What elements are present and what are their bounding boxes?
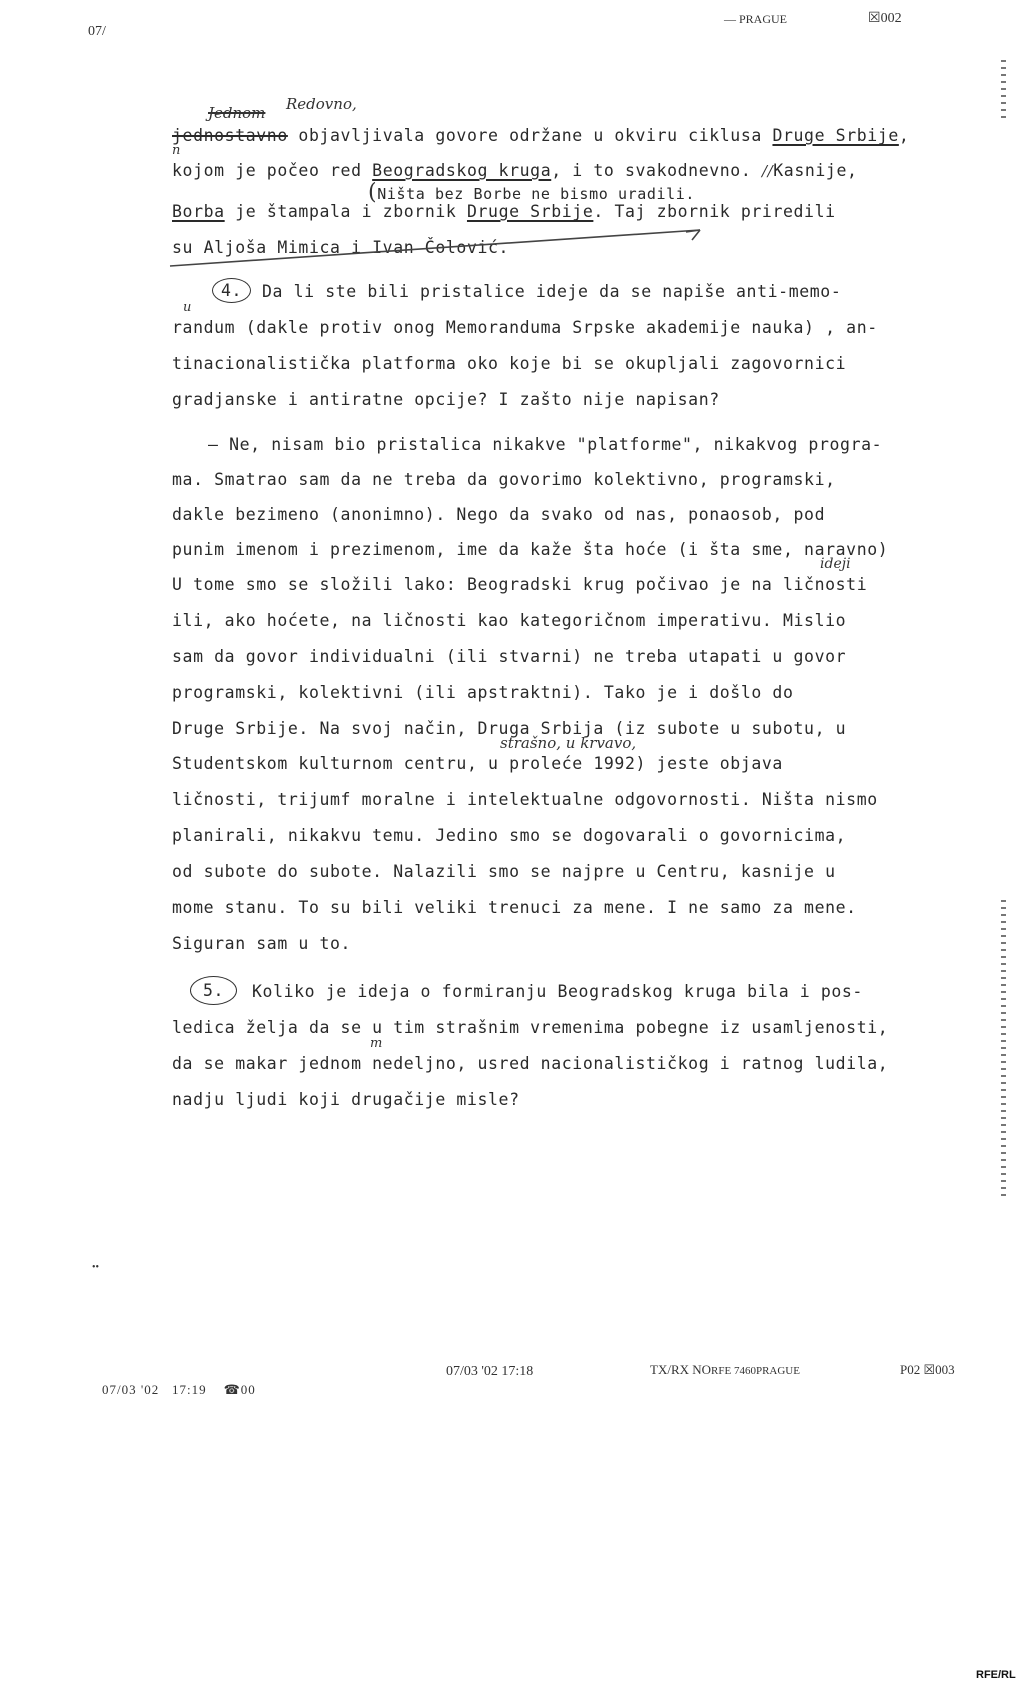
question-5-line-2: ledica želja da se u tim strašnim vremenima pobegne iz usamljenosti, [172, 1018, 889, 1037]
question-5-line-3: da se makar jednom nedeljno, usred nacionalističkog i ratnog ludila, [172, 1054, 889, 1073]
header-page-right: ☒002 [868, 11, 902, 26]
answer-4-line-15: Siguran sam u to. [172, 934, 352, 953]
answer-4-line-5: U tome smo se složili lako: Beogradski krug počivao je na ličnosti [172, 575, 868, 594]
handwritten-insert-m: m [370, 1036, 383, 1051]
footer-left-stamp: 07/03 '02 17:19 ☎00 [102, 1382, 256, 1397]
stray-mark: •• [92, 1262, 100, 1273]
answer-4-line-7: sam da govor individualni (ili stvarni) ne treba utapati u govor [172, 647, 847, 666]
handwritten-insert-line: (Ništa bez Borbe ne bismo uradili. [368, 180, 696, 205]
handwritten-arrow-stroke [160, 224, 720, 284]
phone-icon: ☎ [223, 1382, 241, 1397]
question-4-line-3: tinacionalistička platforma oko koje bi se okupljali zagovornici [172, 354, 847, 373]
answer-4-line-10: Studentskom kulturnom centru, u proleće 1992) jeste objava [172, 754, 783, 773]
question-4-line-2: randum (dakle protiv onog Memoranduma Srpske akademije nauka) , an- [172, 318, 878, 337]
answer-4-line-14: mome stanu. To su bili veliki trenuci za mene. I ne samo za mene. [172, 898, 857, 917]
question-4-number: 4. [212, 278, 251, 303]
fax-box-icon: ☒ [868, 11, 881, 26]
footer-txrx-stamp: TX/RX NORFE 7460PRAGUE [650, 1362, 800, 1377]
answer-4-line-1: — Ne, nisam bio pristalica nikakve "platforme", nikakvog progra- [208, 435, 883, 454]
footer-page-stamp: P02 ☒003 [900, 1362, 955, 1377]
answer-4-line-2: ma. Smatrao sam da ne treba da govorimo kolektivno, programski, [172, 470, 836, 489]
answer-4-line-6: ili, ako hoćete, na ličnosti kao kategoričnom imperativu. Mislio [172, 611, 847, 630]
paragraph-1-line-2: kojom je počeo red Beogradskog kruga, i to svakodnevno. //Kasnije, [172, 161, 858, 180]
header-page-left: 07/ [88, 24, 106, 39]
footer-center-stamp: 07/03 '02 17:18 [446, 1364, 534, 1379]
answer-4-line-9: Druge Srbije. Na svoj način, Druga Srbija (iz subote u subotu, u [172, 719, 847, 738]
scan-edge-mark [1001, 900, 1006, 1200]
answer-4-line-8: programski, kolektivni (ili apstraktni). Tako je i došlo do [172, 683, 794, 702]
corner-logo: RFE/RL [976, 1669, 1016, 1681]
handwritten-correction: Redovno, [286, 95, 357, 113]
answer-4-line-11: ličnosti, trijumf moralne i intelektualne odgovornosti. Ništa nismo [172, 790, 878, 809]
answer-4-line-12: planirali, nikakvu temu. Jedino smo se dogovarali o govornicima, [172, 826, 847, 845]
handwritten-insert-u: u [183, 300, 192, 315]
question-4-line-4: gradjanske i antiratne opcije? I zašto nije napisan? [172, 390, 720, 409]
question-5-number: 5. [190, 976, 237, 1005]
paragraph-1-line-3: Borba je štampala i zbornik Druge Srbije. Taj zbornik priredili [172, 202, 836, 221]
question-4-line-1: Da li ste bili pristalice ideje da se napiše anti-memo- [262, 282, 842, 301]
scan-edge-mark [1001, 60, 1006, 120]
handwritten-insert-strasno: strašno, u krvavo, [500, 734, 637, 752]
header-prague-label: — PRAGUE [724, 12, 788, 26]
handwritten-struck-word: Jednom [208, 104, 266, 122]
handwritten-insert-n: n [172, 143, 181, 158]
handwritten-insert-ideji: ideji [820, 556, 851, 572]
answer-4-line-13: od subote do subote. Nalazili smo se najpre u Centru, kasnije u [172, 862, 836, 881]
question-5-line-4: nadju ljudi koji drugačije misle? [172, 1090, 520, 1109]
paragraph-1-line-1: jednostavno objavljivala govore održane u okviru ciklusa Druge Srbije, [172, 126, 910, 145]
fax-box-icon: ☒ [923, 1362, 936, 1377]
question-5-line-1: Koliko je ideja o formiranju Beogradskog kruga bila i pos- [252, 982, 863, 1001]
paragraph-1-line-4: su Aljoša Mimica i Ivan Čolović. [172, 238, 510, 257]
answer-4-line-3: dakle bezimeno (anonimno). Nego da svako od nas, ponaosob, pod [172, 505, 826, 524]
insert-slash-mark: // [761, 162, 774, 180]
answer-4-line-4: punim imenom i prezimenom, ime da kaže šta hoće (i šta sme, naravno) [172, 540, 889, 559]
